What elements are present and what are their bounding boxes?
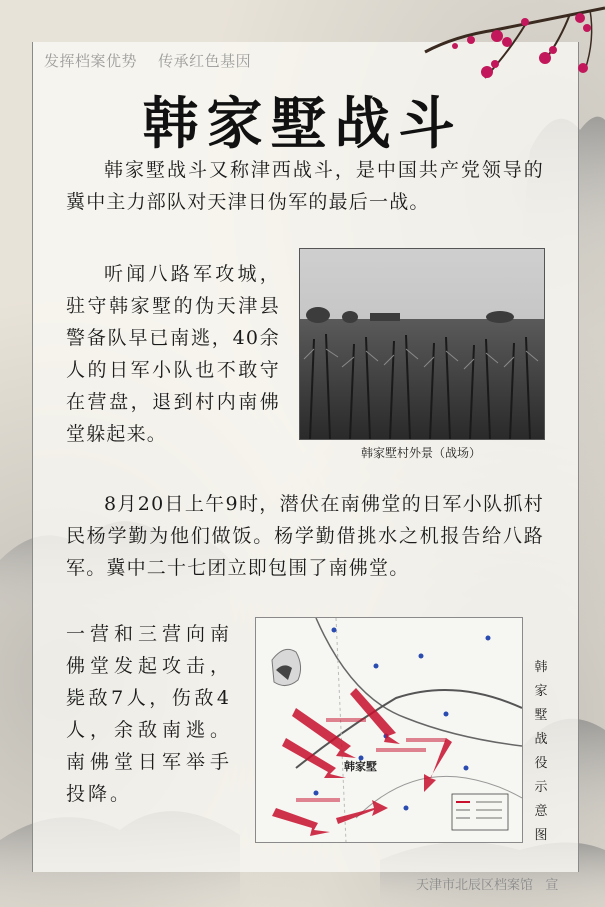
siege-paragraph: 8月20日上午9时，潜伏在南佛堂的日军小队抓村民杨学勤为他们做饭。杨学勤借挑水之机报告给八路军。冀中二十七团立即包围了南佛堂。 (66, 493, 544, 579)
slogan: 发挥档案优势 传承红色基因 (44, 52, 252, 70)
retreat-paragraph: 听闻八路军攻城，驻守韩家墅的伪天津县警备队早已南逃，40余人的日军小队也不敢守在营盘，退到村内南佛堂躲起来。 (66, 263, 280, 445)
footer-credit: 天津市北辰区档案馆 宣 (416, 878, 559, 893)
map-place-label: 韩家墅 (344, 760, 377, 773)
battle-map (255, 617, 523, 843)
attack-paragraph: 一营和三营向南佛堂发起攻击，毙敌7人，伤敌4人，余敌南逃。南佛堂日军举手投降。 (66, 623, 232, 805)
map-title: 韩家墅战役示意图 (534, 660, 548, 843)
battlefield-photo (299, 248, 545, 440)
page-title: 韩家墅战斗 (142, 91, 463, 157)
photo-caption: 韩家墅村外景（战场） (360, 446, 481, 460)
intro-paragraph: 韩家墅战斗又称津西战斗，是中国共产党领导的冀中主力部队对天津日伪军的最后一战。 (66, 159, 544, 213)
